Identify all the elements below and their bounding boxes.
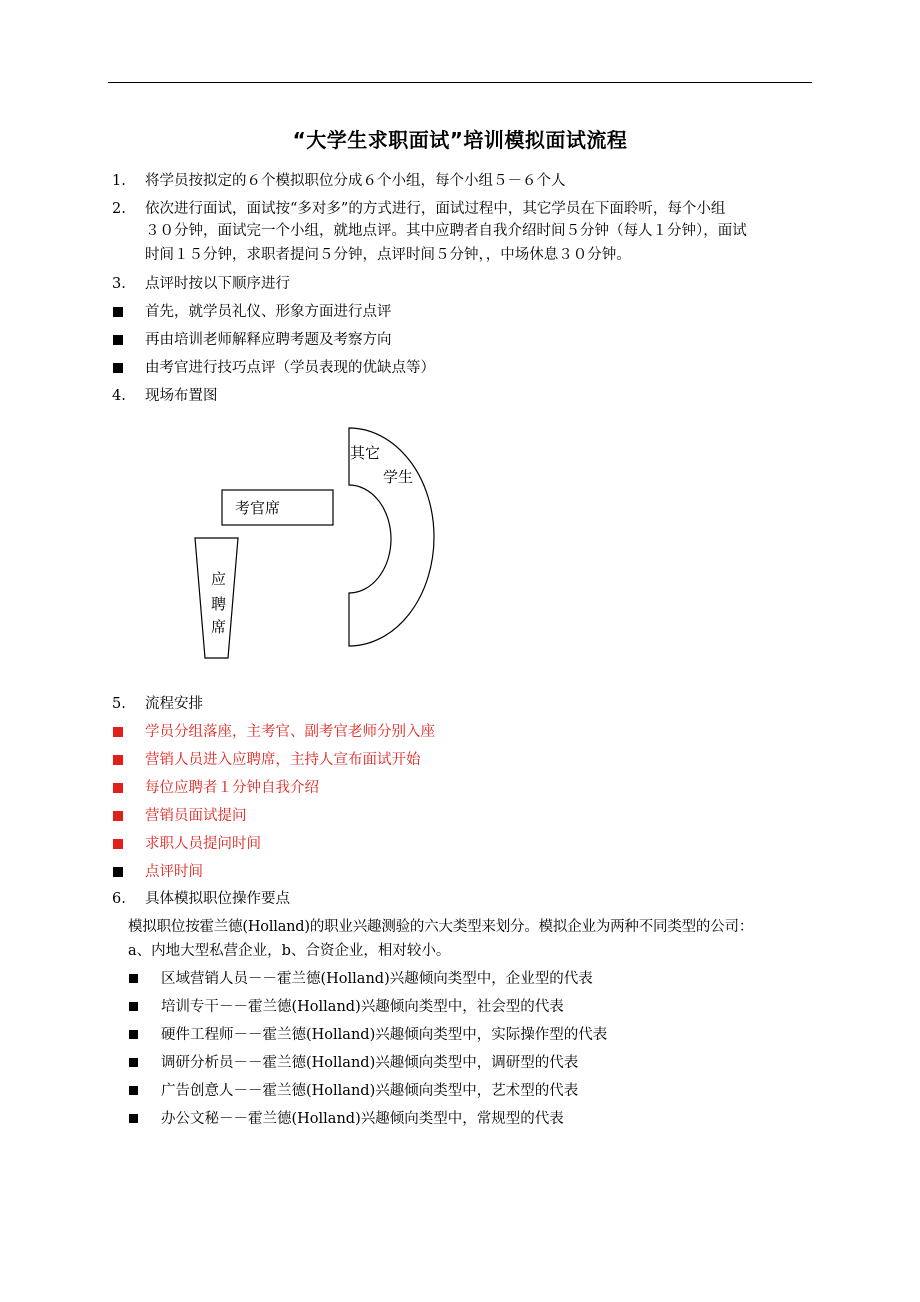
item-number: 1. bbox=[112, 173, 126, 189]
square-bullet-icon bbox=[113, 839, 123, 849]
process-bullet: 学员分组落座，主考官、副考官老师分别入座 bbox=[145, 724, 435, 740]
position-item: 办公文秘－－霍兰德(Holland)兴趣倾向类型中，常规型的代表 bbox=[161, 1111, 564, 1127]
item-number: 6. bbox=[112, 891, 126, 907]
item-text-line: 时间１５分钟，求职者提问５分钟，点评时间５分钟，，中场休息３０分钟。 bbox=[145, 247, 631, 263]
position-item: 硬件工程师－－霍兰德(Holland)兴趣倾向类型中，实际操作型的代表 bbox=[161, 1027, 608, 1043]
review-bullet: 首先，就学员礼仪、形象方面进行点评 bbox=[145, 304, 392, 320]
item-text: 现场布置图 bbox=[145, 388, 218, 404]
process-bullet: 营销人员进入应聘席，主持人宣布面试开始 bbox=[145, 752, 421, 768]
square-bullet-icon bbox=[113, 727, 123, 737]
examiner-label: 考官席 bbox=[235, 499, 281, 517]
square-bullet-icon bbox=[113, 755, 123, 765]
process-bullet: 点评时间 bbox=[145, 864, 203, 880]
position-item: 培训专干－－霍兰德(Holland)兴趣倾向类型中，社会型的代表 bbox=[161, 999, 564, 1015]
square-bullet-icon bbox=[129, 1086, 138, 1095]
position-item: 区域营销人员－－霍兰德(Holland)兴趣倾向类型中，企业型的代表 bbox=[161, 971, 593, 987]
positions-intro: a、内地大型私营企业，b、合资企业，相对较小。 bbox=[128, 943, 451, 959]
item-number: 2. bbox=[112, 201, 126, 217]
item-number: 5. bbox=[112, 696, 126, 712]
square-bullet-icon bbox=[113, 867, 123, 877]
process-bullet: 求职人员提问时间 bbox=[145, 836, 261, 852]
square-bullet-icon bbox=[129, 1058, 138, 1067]
item-text: 具体模拟职位操作要点 bbox=[145, 891, 290, 907]
square-bullet-icon bbox=[113, 783, 123, 793]
item-text-line: ３０分钟，面试完一个小组，就地点评。其中应聘者自我介绍时间５分钟（每人１分钟），面试 bbox=[145, 223, 747, 239]
review-bullet: 再由培训老师解释应聘考题及考察方向 bbox=[145, 332, 392, 348]
document-title: “大学生求职面试”培训模拟面试流程 bbox=[292, 128, 628, 152]
item-text-line: 依次进行面试，面试按“多对多”的方式进行，面试过程中，其它学员在下面聆听，每个小组 bbox=[145, 201, 726, 217]
item-text: 流程安排 bbox=[145, 696, 203, 712]
review-bullet: 由考官进行技巧点评（学员表现的优缺点等） bbox=[145, 360, 435, 376]
process-bullet: 每位应聘者１分钟自我介绍 bbox=[145, 780, 319, 796]
applicant-label-char: 应 bbox=[211, 570, 227, 588]
applicant-label-char: 聘 bbox=[211, 595, 227, 613]
students-label: 学生 bbox=[383, 468, 414, 486]
others-label: 其它 bbox=[350, 444, 381, 462]
item-number: 4. bbox=[112, 388, 126, 404]
positions-intro: 模拟职位按霍兰德(Holland)的职业兴趣测验的六大类型来划分。模拟企业为两种不同类型的公司： bbox=[128, 919, 754, 935]
item-text: 点评时按以下顺序进行 bbox=[145, 276, 290, 292]
square-bullet-icon bbox=[129, 974, 138, 983]
process-bullet: 营销员面试提问 bbox=[145, 808, 247, 824]
square-bullet-icon bbox=[113, 811, 123, 821]
square-bullet-icon bbox=[129, 1114, 138, 1123]
applicant-label-char: 席 bbox=[211, 618, 227, 636]
position-item: 广告创意人－－霍兰德(Holland)兴趣倾向类型中，艺术型的代表 bbox=[161, 1083, 579, 1099]
position-item: 调研分析员－－霍兰德(Holland)兴趣倾向类型中，调研型的代表 bbox=[161, 1055, 579, 1071]
item-number: 3. bbox=[112, 276, 126, 292]
item-text: 将学员按拟定的６个模拟职位分成６个小组，每个小组５－６个人 bbox=[145, 173, 566, 189]
square-bullet-icon bbox=[129, 1002, 138, 1011]
square-bullet-icon bbox=[129, 1030, 138, 1039]
